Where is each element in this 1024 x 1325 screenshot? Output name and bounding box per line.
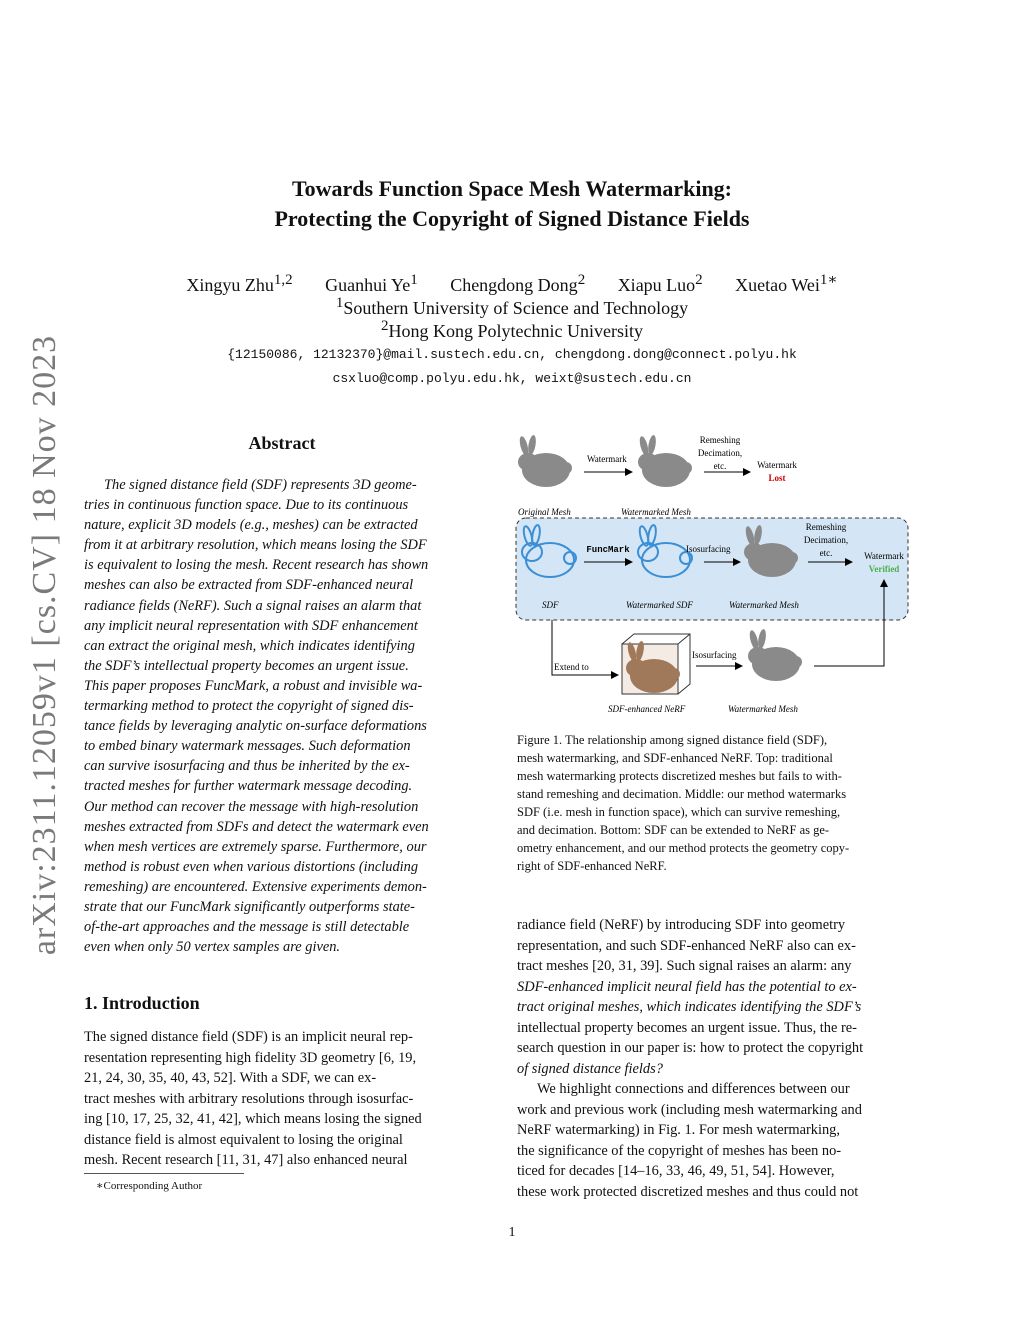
sdf-label: SDF <box>542 600 559 610</box>
sdf-enhanced-nerf-label: SDF-enhanced NeRF <box>608 704 686 714</box>
email-line-1: {12150086, 12132370}@mail.sustech.edu.cn, chengdong.dong@connect.polyu.hk <box>227 347 797 362</box>
title-line-2: Protecting the Copyright of Signed Distance Fields <box>274 206 750 231</box>
top-decimation: Decimation, <box>697 448 743 458</box>
funcmark-label: FuncMark <box>586 545 630 555</box>
mid-etc: etc. <box>819 548 833 558</box>
top-row <box>518 435 797 517</box>
footnote: ∗Corresponding Author <box>96 1180 203 1192</box>
top-remeshing: Remeshing <box>699 435 741 445</box>
mid-decimation: Decimation, <box>803 535 849 545</box>
bottom-watermarked-mesh-label: Watermarked Mesh <box>728 704 798 714</box>
lost-label: Lost <box>768 473 786 483</box>
bottom-watermarked-mesh-bunny <box>748 629 802 681</box>
top-watermark-result: Watermark <box>757 460 797 470</box>
author: Xiapu Luo$^2$ <box>617 272 703 295</box>
original-mesh-bunny <box>518 435 572 487</box>
email-line-2: csxluo@comp.polyu.edu.hk, weixt@sustech.edu.cn <box>332 371 692 386</box>
abstract-heading: Abstract <box>248 433 316 453</box>
affiliation-2: $^2$Hong Kong Polytechnic University <box>381 318 643 341</box>
mid-isosurfacing: Isosurfacing <box>686 544 731 554</box>
affiliation-1: $^1$Southern University of Science and Technology <box>335 295 689 318</box>
watermarked-sdf-label: Watermarked SDF <box>626 600 693 610</box>
intro-heading: 1. Introduction <box>84 993 200 1013</box>
arxiv-sidebar <box>22 334 68 956</box>
mid-watermark-result: Watermark <box>864 551 904 561</box>
author: Xingyu Zhu$^{1,2}$ <box>186 272 293 295</box>
abstract-body: The signed distance field (SDF) represents 3D geome- tries in continuous function space. Due to its continuous nature, explicit 3D models (e.g., meshes) can be extracted from it at arbitrary resolution, which means losing the SDF is equivalent to losing the mesh. Recent research has shown meshes can also be extracted from SDF-enhanced neural radiance fields (NeRF). Such a signal raises an alarm that any implicit neural representation with SDF enhancement can extract the original mesh, which indicates identifying the SDF’s intellectual property becomes an urgent issue. This paper proposes FuncMark, a robust and invisible wa- termarking method to protect the copyright of signed dis- tance fields by leveraging analytic on-surface deformations to embed binary watermark messages. Such deformation can survive isosurfacing and thus be inherited by the ex- tracted meshes for further watermark message decoding. Our method can recover the message with high-resolution meshes extracted from SDFs and detect the watermark even when mesh vertices are extremely sparse. Furthermore, our method is robust even when various distortions (including remeshing) are encountered. Extensive experiments demon- strate that our FuncMark significantly outperforms state- of-the-art approaches and the message is still detectable even when only 50 vertex samples are given. <box>84 477 429 956</box>
extend-to-label: Extend to <box>554 662 589 672</box>
page-number: 1 <box>508 1225 516 1240</box>
top-etc: etc. <box>713 461 727 471</box>
mid-watermarked-mesh-label: Watermarked Mesh <box>729 600 799 610</box>
top-watermarked-mesh-label: Watermarked Mesh <box>621 507 691 517</box>
figure-1 <box>514 430 914 720</box>
original-mesh-label: Original Mesh <box>518 507 571 517</box>
arxiv-id: arXiv:2311.12059v1 [cs.CV] 18 Nov 2023 <box>26 334 63 956</box>
author-list <box>0 270 1024 296</box>
middle-panel <box>516 518 908 620</box>
watermarked-mesh-bunny <box>638 435 692 487</box>
bottom-isosurfacing: Isosurfacing <box>692 650 737 660</box>
right-column-body: radiance field (NeRF) by introducing SDF into geometry representation, and such SDF-enhanced NeRF also can ex- tract meshes [20, 31, 39]. Such signal raises an alarm: any SDF-enhanced implicit neural field has the potential to ex- tract original meshes, which indicates identifying the SDF’s intellectual property becomes an urgent issue. Thus, the re- search question in our paper is: how to protect the copyright of signed distance fields? We highlight connections and differences between our work and previous work (including mesh watermarking and NeRF watermarking) in Fig. 1. For mesh watermarking, the significance of the copyright of meshes has been no- ticed for decades [14–16, 33, 46, 49, 51, 54]. However, these work protected discretized meshes and thus could not <box>517 917 864 1200</box>
mid-remeshing: Remeshing <box>805 522 847 532</box>
footnote-rule <box>84 1173 244 1174</box>
author: Guanhui Ye$^1$ <box>325 272 418 295</box>
figure-caption: Figure 1. The relationship among signed distance field (SDF), mesh watermarking, and SDF-enhanced NeRF. Top: traditional mesh watermarking protects discretized meshes but fails to with- stand remeshing and decimation. Middle: our method watermarks SDF (i.e. mesh in function space), which can survive remeshing, and decimation. Bottom: SDF can be extended to NeRF as ge- ometry enhancement, and our method protects the geometry copy- right of SDF-enhanced NeRF. <box>517 733 850 873</box>
title-line-1: Towards Function Space Mesh Watermarking: <box>291 176 733 201</box>
author: Chengdong Dong$^2$ <box>450 272 586 295</box>
verified-label: Verified <box>868 564 900 574</box>
nerf-cube <box>622 634 690 694</box>
intro-body: The signed distance field (SDF) is an implicit neural rep- resentation representing high fidelity 3D geometry [6, 19, 21, 24, 30, 35, 40, 43, 52]. With a SDF, we can ex- tract meshes with arbitrary resolutions through isosurfac- ing [10, 17, 25, 32, 41, 42], which means losing the signed distance field is almost equivalent to losing the original mesh. Recent research [11, 31, 47] also enhanced neural <box>84 1029 422 1168</box>
top-watermark-label: Watermark <box>587 454 627 464</box>
paper-title <box>0 174 1024 234</box>
author: Xuetao Wei$^{1∗}$ <box>735 272 838 295</box>
